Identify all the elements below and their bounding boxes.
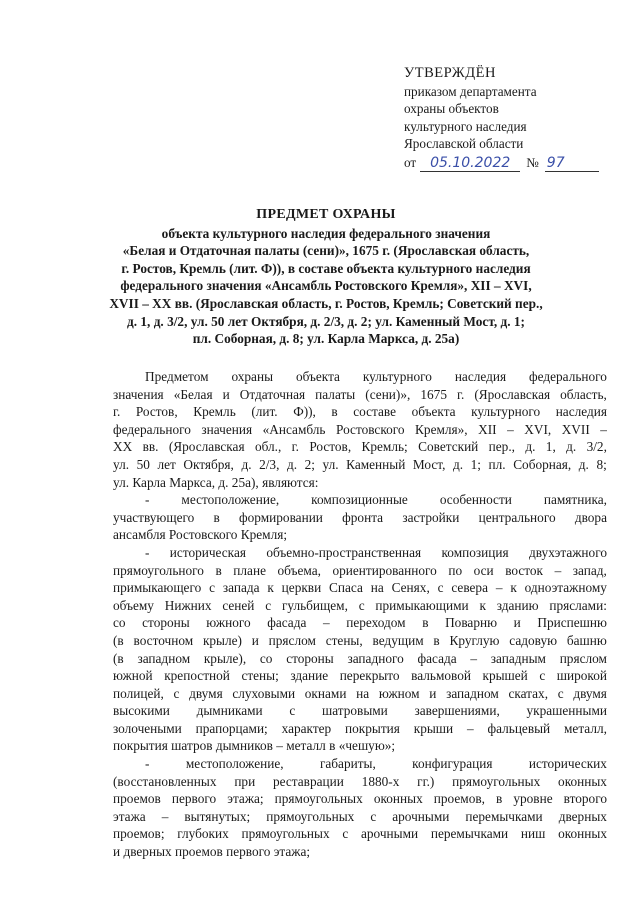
body-line: проемов первого этажа; прямоугольных оконных проемов, в уровне второго [113, 791, 607, 807]
body-line: федерального значения «Ансамбль Ростовского Кремля», XII – XVI, XVII – [113, 421, 607, 437]
body-line: (в западном крыле), со стороны западного фасада – западным пряслом [113, 650, 607, 666]
body-line: прямоугольного в плане объема, ориентированного по оси восток – запад, [113, 562, 607, 578]
body-line: проемов; глубоких прямоугольных с арочными перемычками ниш оконных [113, 826, 607, 842]
body-text [113, 368, 607, 861]
approval-line: Ярославской области [404, 136, 524, 151]
approval-date-number-line [404, 154, 614, 172]
body-line: и дверных проемов первого этажа; [113, 844, 311, 860]
body-line: примыкающего с запада к церкви Спаса на Сенях, с севера – к одноэтажному [113, 580, 607, 596]
approval-line: культурного наследия [404, 118, 527, 134]
body-line: (в восточном крыле) и пряслом стены, ведущим в Круглую садовую башню [113, 632, 607, 648]
body-line: участвующего в формировании фронта застройки центрального двора [113, 509, 607, 525]
body-line: XX вв. (Ярославская обл., г. Ростов, Кремль; Советский пер., д. 1, д. 3/2, [113, 439, 607, 455]
title-main: ПРЕДМЕТ ОХРАНЫ [256, 207, 396, 222]
body-line: со стороны южного фасада – переходом в Поварню и Приспешню [113, 615, 607, 631]
title-line: объекта культурного наследия федерального значения [161, 225, 491, 241]
body-line: - историческая объемно-пространственная композиция двухэтажного [145, 544, 607, 560]
approval-stamp [404, 65, 614, 172]
body-line: - местоположение, габариты, конфигурация исторических [145, 756, 607, 772]
title-line: г. Ростов, Кремль (лит. Ф)), в составе объекта культурного наследия [121, 260, 531, 276]
approval-heading: УТВЕРЖДЁН [404, 65, 496, 81]
title-line: «Белая и Отдаточная палаты (сени)», 1675 г. (Ярославская область, [122, 243, 530, 259]
date-prefix: от [404, 154, 417, 170]
body-line: золочеными прапорцами; характер покрытия крыши – фальцевый металл, [113, 720, 607, 736]
title-line: пл. Соборная, д. 8; ул. Карла Маркса, д. 25а) [192, 331, 460, 347]
approval-line: охраны объектов [404, 101, 499, 116]
body-line: значения «Белая и Отдаточная палаты (сени)», 1675 г. (Ярославская область, [113, 386, 607, 402]
body-line: ул. Карла Маркса, д. 25а), являются: [113, 474, 319, 490]
approval-line: приказом департамента [404, 83, 537, 99]
body-line: объему Нижних сеней с гульбищем, с примыкающими к зданию пряслами: [113, 597, 607, 613]
body-line: покрытия шатров дымников – металл в «чешую»; [113, 738, 396, 754]
body-line: (восстановленных при реставрации 1880-х гг.) прямоугольных оконных [113, 773, 607, 789]
body-line: - местоположение, композиционные особенности памятника, [145, 492, 607, 508]
handwritten-number: 97 [545, 156, 599, 172]
body-line: этажа – вытянутых; прямоугольных с арочными перемычками дверных [113, 808, 607, 824]
title-line: федерального значения «Ансамбль Ростовского Кремля», XII – XVI, [120, 278, 532, 294]
body-line: г. Ростов, Кремль (лит. Ф)), в составе объекта культурного наследия [113, 404, 607, 420]
body-line: ул. 50 лет Октября, д. 2/3, д. 2; ул. Каменный Мост, д. 1; пл. Соборная, д. 8; [113, 456, 607, 472]
body-line: ансамбля Ростовского Кремля; [113, 527, 288, 543]
body-line: Предметом охраны объекта культурного наследия федерального [145, 369, 607, 384]
document-title [84, 206, 568, 348]
body-line: высокими дымниками с шатровыми завершениями, украшенными [113, 703, 607, 719]
title-line: XVII – XX вв. (Ярославская область, г. Ростов, Кремль; Советский пер., [109, 295, 543, 311]
body-line: южной крепостной стены; здание перекрыто вальмовой крышей с широкой [113, 668, 607, 684]
body-line: полицей, с двумя слуховыми окнами на южном и западном скатах, с двумя [113, 685, 607, 701]
title-line: д. 1, д. 3/2, ул. 50 лет Октября, д. 2/3, д. 2; ул. Каменный Мост, д. 1; [127, 313, 525, 329]
number-label: № [526, 154, 539, 170]
handwritten-date: 05.10.2022 [420, 156, 520, 172]
